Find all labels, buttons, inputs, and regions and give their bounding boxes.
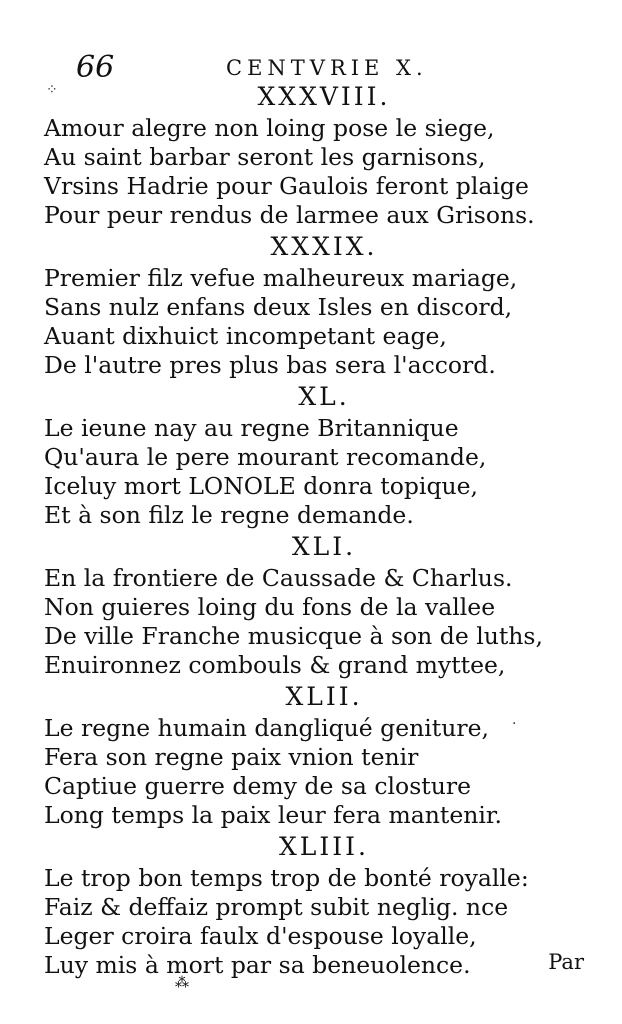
- verse-line: Le trop bon temps trop de bonté royalle:: [44, 864, 529, 892]
- quatrain-heading: XXXIX.: [270, 232, 378, 261]
- catchword: Par: [548, 950, 584, 974]
- verse-line: De ville Franche musicque à son de luths,: [44, 622, 543, 650]
- quatrain-heading: XXXVIII.: [257, 82, 391, 111]
- verse-line: Et à son filz le regne demande.: [44, 501, 414, 529]
- quatrain-heading: XLI.: [291, 532, 357, 561]
- ink-speck: ⁘: [46, 82, 58, 98]
- quatrain-40: [44, 380, 564, 530]
- verse-line: Leger croira faulx d'espouse loyalle,: [44, 922, 477, 950]
- verse-line: Long temps la paix leur fera mantenir.: [44, 801, 503, 829]
- verse-line: Auant dixhuict incompetant eage,: [44, 322, 447, 350]
- verse-line: Fera son regne paix vnion tenir: [44, 743, 419, 771]
- running-title: CENTVRIE X.: [226, 56, 428, 80]
- verse-line: Le ieune nay au regne Britannique: [44, 414, 459, 442]
- verse-line: Faiz & deffaiz prompt subit neglig. nce: [44, 893, 509, 921]
- quatrain-41: [44, 530, 564, 680]
- quatrain-42: [44, 680, 564, 830]
- verse-line: En la frontiere de Caussade & Charlus.: [44, 564, 513, 592]
- verse-line: Iceluy mort LONOLE donra topique,: [44, 472, 479, 500]
- signature-mark: ⁂: [175, 975, 189, 991]
- quatrain-39: [44, 230, 564, 380]
- verse-line: Pour peur rendus de larmee aux Grisons.: [44, 201, 535, 229]
- verse-line: Le regne humain dangliqué geniture,: [44, 714, 489, 742]
- verse-line: Captiue guerre demy de sa closture: [44, 772, 471, 800]
- verse-line: Non guieres loing du fons de la vallee: [44, 593, 496, 621]
- verse-line: Premier filz vefue malheureux mariage,: [44, 264, 518, 292]
- quatrain-heading: XL.: [298, 382, 350, 411]
- quatrain-heading: XLII.: [285, 682, 363, 711]
- quatrain-heading: XLIII.: [279, 832, 369, 861]
- ink-speck: ·: [512, 716, 517, 732]
- verse-block: [44, 80, 564, 980]
- verse-line: De l'autre pres plus bas sera l'accord.: [44, 351, 496, 379]
- verse-line: Amour alegre non loing pose le siege,: [44, 114, 495, 142]
- quatrain-38: [44, 80, 564, 230]
- page-number: 66: [76, 50, 115, 85]
- verse-line: Luy mis à mort par sa beneuolence.: [44, 951, 471, 979]
- verse-line: Sans nulz enfans deux Isles en discord,: [44, 293, 513, 321]
- quatrain-43: [44, 830, 564, 980]
- verse-line: Enuironnez combouls & grand myttee,: [44, 651, 506, 679]
- verse-line: Vrsins Hadrie pour Gaulois feront plaige: [44, 172, 529, 200]
- verse-line: Au saint barbar seront les garnisons,: [44, 143, 486, 171]
- verse-line: Qu'aura le pere mourant recomande,: [44, 443, 487, 471]
